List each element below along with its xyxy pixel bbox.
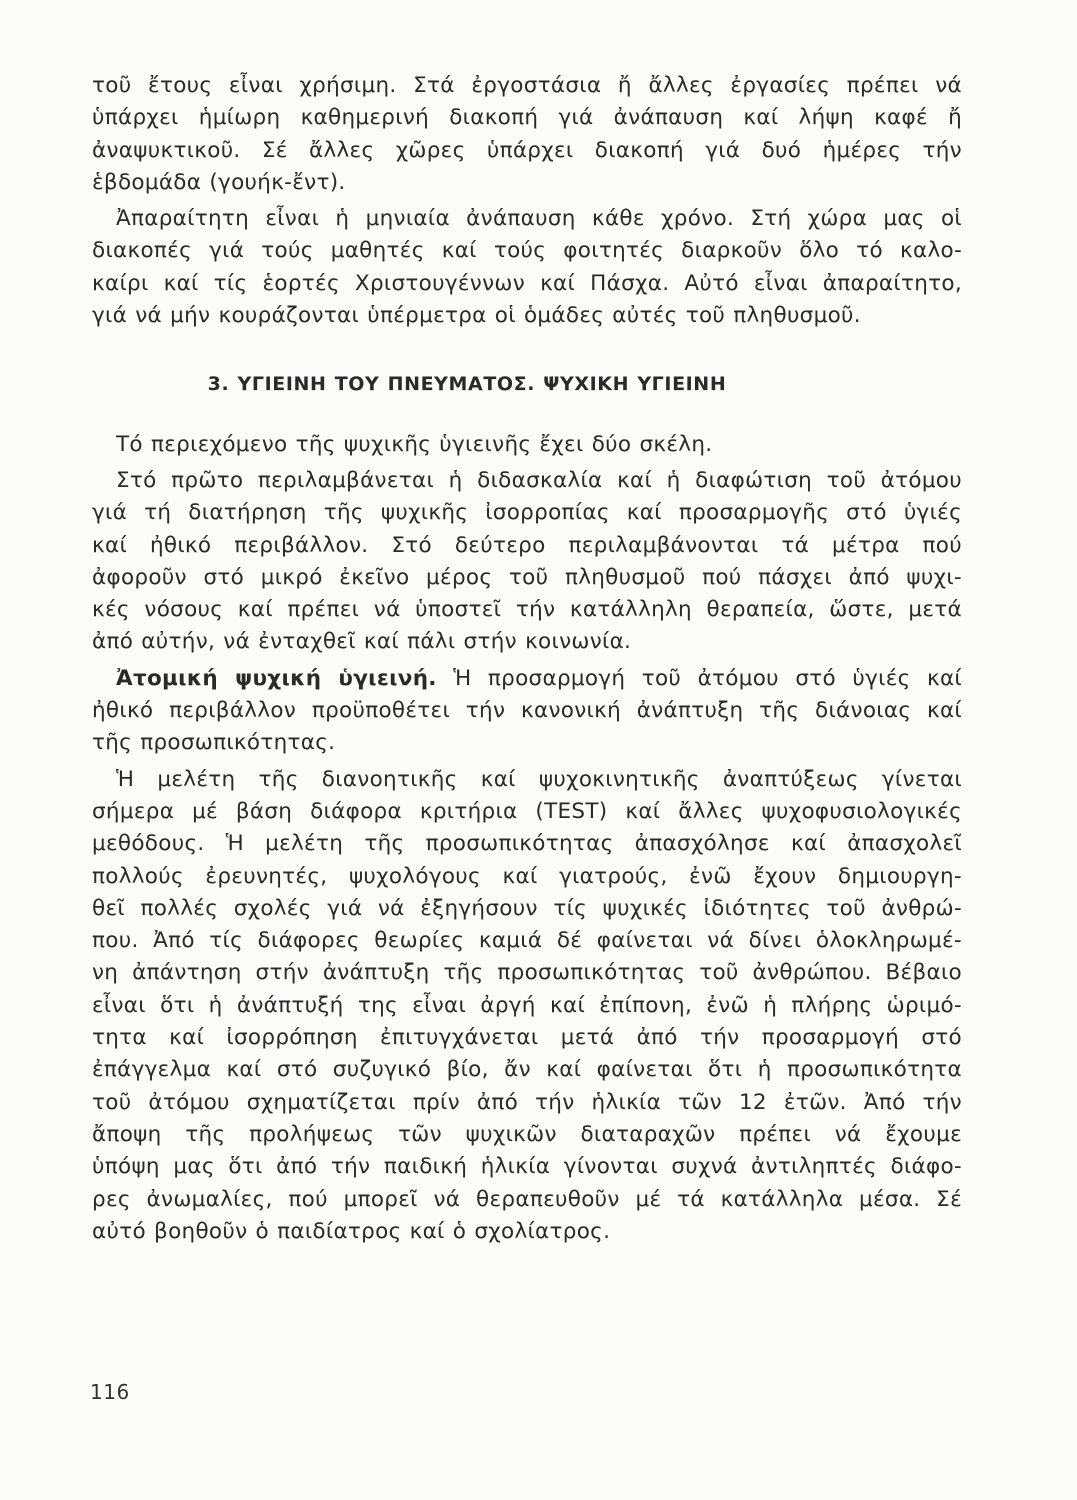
text-line: τητα καί ἰσορρόπηση ἐπιτυγχάνεται μετά ἀπό τήν προσαρμογή στό — [92, 1025, 962, 1051]
text-line: γιά νά μήν κουράζονται ὑπέρμετρα οἱ ὁμάδες αὐτές τοῦ πληθυσμοῦ. — [92, 303, 861, 329]
text-line: διακοπές γιά τούς μαθητές καί τούς φοιτητές διαρκοῦν ὅλο τό καλο- — [92, 238, 962, 264]
text-line: τῆς προσωπικότητας. — [92, 730, 336, 756]
text-line: νη ἀπάντηση στήν ἀνάπτυξη τῆς προσωπικότητας τοῦ ἀνθρώπου. Βέβαιο — [92, 960, 962, 986]
text-line: πολλούς ἐρευνητές, ψυχολόγους καί γιατρούς, ἐνῶ ἔχουν δημιουργη- — [92, 863, 962, 889]
text-line: ὑπάρχει ἡμίωρη καθημερινή διακοπή γιά ἀνάπαυση καί λήψη καφέ ἤ — [92, 105, 962, 131]
text-line: σήμερα μέ βάση διάφορα κριτήρια (TEST) καί ἄλλες ψυχοφυσιολογικές — [92, 798, 962, 824]
text-line: ἀφοροῦν στό μικρό ἐκεῖνο μέρος τοῦ πληθυσμοῦ πού πάσχει ἀπό ψυχι- — [92, 564, 962, 590]
text-line: τοῦ ἔτους εἶναι χρήσιμη. Στά ἐργοστάσια ἤ ἄλλες ἐργασίες πρέπει νά — [92, 73, 962, 98]
paragraph-4 — [92, 465, 962, 659]
paragraph-1 — [92, 70, 962, 199]
body-text — [92, 70, 962, 1248]
text-line: Τό περιεχόμενο τῆς ψυχικῆς ὑγιεινῆς ἔχει δύο σκέλη. — [116, 431, 713, 457]
text-line: αὐτό βοηθοῦν ὁ παιδίατρος καί ὁ σχολίατρος. — [92, 1218, 611, 1244]
text-line: ἄποψη τῆς προλήψεως τῶν ψυχικῶν διαταραχῶν πρέπει νά ἔχουμε — [92, 1121, 962, 1147]
text-line: ἀπό αὐτήν, νά ἐνταχθεῖ καί πάλι στήν κοινωνία. — [92, 629, 632, 655]
paragraph-5 — [92, 663, 962, 760]
text-line: ἀναψυκτικοῦ. Σέ ἄλλες χῶρες ὑπάρχει διακοπή γιά δυό ἡμέρες τήν — [92, 137, 962, 163]
text-line: γιά τή διατήρηση τῆς ψυχικῆς ἰσορροπίας καί προσαρμογῆς στό ὑγιές — [92, 500, 962, 526]
text-line: ἑβδομάδα (γουήκ-ἔντ). — [92, 169, 346, 195]
text-line: Ἡ μελέτη τῆς διανοητικῆς καί ψυχοκινητικῆς ἀναπτύξεως γίνεται — [116, 766, 962, 792]
text-fragment: Ἡ προσαρμογή τοῦ ἀτόμου στό ὑγιές καί — [453, 665, 963, 691]
text-line: ἐπάγγελμα καί στό συζυγικό βίο, ἄν καί φαίνεται ὅτι ἡ προσωπικότητα — [92, 1057, 962, 1083]
text-line: καίρι καί τίς ἑορτές Χριστουγέννων καί Πάσχα. Αὐτό εἶναι ἀπαραίτητο, — [92, 270, 962, 296]
paragraph-3 — [92, 429, 962, 461]
text-line: καί ἠθικό περιβάλλον. Στό δεύτερο περιλαμβάνονται τά μέτρα πού — [92, 532, 962, 558]
page-number: 116 — [90, 1380, 130, 1404]
text-line: που. Ἀπό τίς διάφορες θεωρίες καμιά δέ φαίνεται νά δίνει ὁλοκληρωμέ- — [92, 928, 962, 954]
text-line: μεθόδους. Ἡ μελέτη τῆς προσωπικότητας ἀπασχόλησε καί ἀπασχολεῖ — [92, 831, 962, 857]
text-line: ὑπόψη μας ὅτι ἀπό τήν παιδική ἡλικία γίνονται συχνά ἀντιληπτές διάφο- — [92, 1154, 962, 1180]
paragraph-6 — [92, 764, 962, 1248]
paragraph-2 — [92, 203, 962, 332]
text-line: εἶναι ὅτι ἡ ἀνάπτυξή της εἶναι ἀργή καί ἐπίπονη, ἐνῶ ἡ πλήρης ὡριμό- — [92, 992, 962, 1018]
text-line: Στό πρῶτο περιλαμβάνεται ἡ διδασκαλία καί ἡ διαφώτιση τοῦ ἀτόμου — [116, 467, 962, 493]
section-heading: 3. ΥΓΙΕΙΝΗ ΤΟΥ ΠΝΕΥΜΑΤΟΣ. ΨΥΧΙΚΗ ΥΓΙΕΙΝΗ — [207, 373, 727, 396]
text-line: Ἀπαραίτητη εἶναι ἡ μηνιαία ἀνάπαυση κάθε χρόνο. Στή χώρα μας οἱ — [116, 206, 962, 232]
subsection-title: Ἀτομική ψυχική ὑγιεινή. — [116, 665, 437, 691]
text-line: ρες ἀνωμαλίες, πού μπορεῖ νά θεραπευθοῦν μέ τά κατάλληλα μέσα. Σέ — [92, 1186, 962, 1212]
text-line: θεῖ πολλές σχολές γιά νά ἐξηγήσουν τίς ψυχικές ἰδιότητες τοῦ ἀνθρώ- — [92, 895, 962, 921]
text-line: κές νόσους καί πρέπει νά ὑποστεῖ τήν κατάλληλη θεραπεία, ὥστε, μετά — [92, 597, 962, 623]
text-line: τοῦ ἀτόμου σχηματίζεται πρίν ἀπό τήν ἡλικία τῶν 12 ἐτῶν. Ἀπό τήν — [92, 1089, 962, 1115]
text-line — [92, 663, 962, 695]
text-line: ἠθικό περιβάλλον προϋποθέτει τήν κανονική ἀνάπτυξη τῆς διάνοιας καί — [92, 698, 962, 724]
